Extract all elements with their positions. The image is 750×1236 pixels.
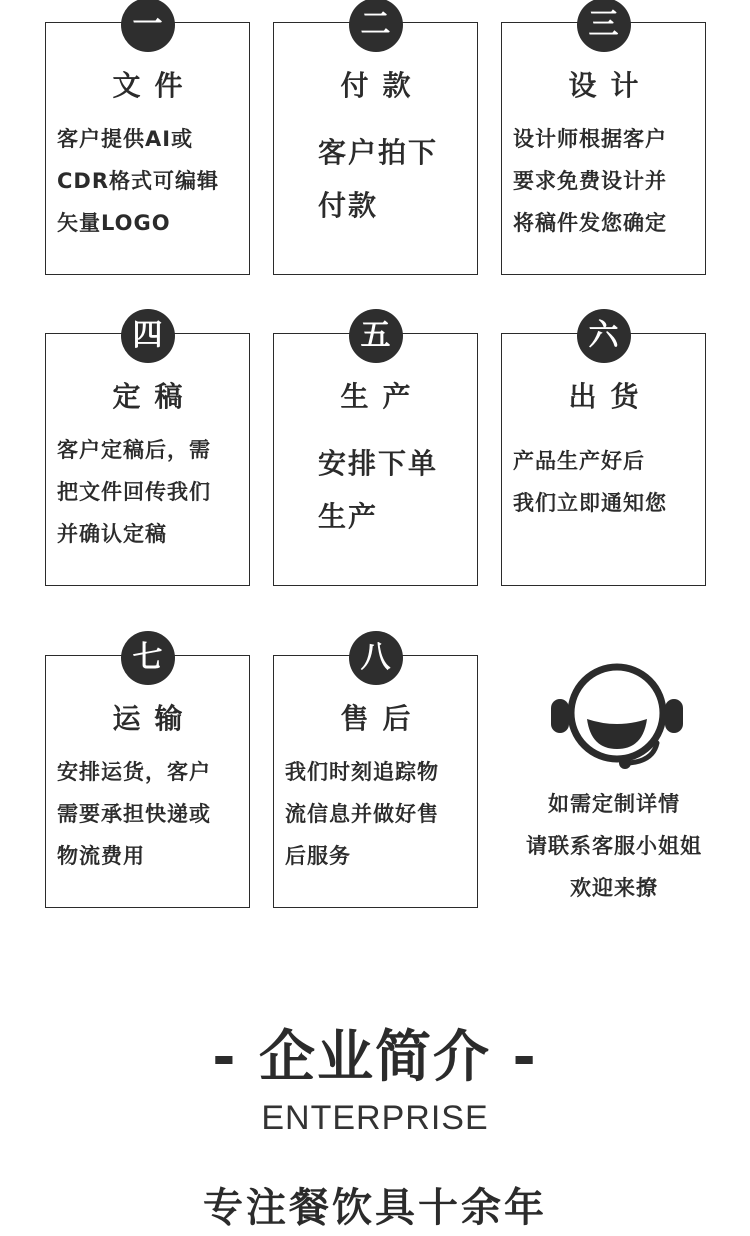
section-title: - 企业简介 -	[212, 1025, 538, 1090]
step-title: 付款	[340, 69, 425, 102]
step-card-payment	[273, 7, 478, 275]
step-description: 安排运货，客户 需要承担快递或 物流费用	[57, 760, 211, 868]
step-number-badge: 三	[577, 0, 631, 52]
step-card-file	[45, 7, 250, 275]
step-description: 产品生产好后 我们立即通知您	[513, 449, 667, 515]
customer-service-headset-icon	[549, 657, 685, 773]
step-card-finalize	[45, 318, 250, 586]
section-subtitle: ENTERPRISE	[261, 1099, 489, 1137]
step-title: 运输	[112, 702, 197, 735]
step-description: 客户定稿后，需 把文件回传我们 并确认定稿	[57, 438, 211, 546]
step-title: 出货	[568, 380, 653, 413]
step-card-after-sales	[273, 640, 478, 908]
step-description: 客户拍下 付款	[318, 136, 439, 222]
step-card-transport	[45, 640, 250, 908]
step-number-badge: 五	[349, 309, 403, 363]
step-title: 文件	[112, 69, 197, 102]
step-title: 设计	[568, 69, 653, 102]
step-number-badge: 八	[349, 631, 403, 685]
step-card-shipment	[501, 318, 706, 586]
customer-service-block	[503, 655, 725, 915]
customer-service-text: 如需定制详情 请联系客服小姐姐 欢迎来撩	[526, 792, 702, 900]
step-description: 设计师根据客户 要求免费设计并 将稿件发您确定	[513, 127, 667, 235]
step-number-badge: 四	[121, 309, 175, 363]
step-number-badge: 一	[121, 0, 175, 52]
step-title: 定稿	[112, 380, 197, 413]
step-number-badge: 七	[121, 631, 175, 685]
step-title: 生产	[340, 380, 425, 413]
step-description: 安排下单 生产	[318, 447, 439, 533]
step-card-design	[501, 7, 706, 275]
step-description: 客户提供AI或 CDR格式可编辑 矢量LOGO	[57, 127, 220, 235]
step-number-badge: 六	[577, 309, 631, 363]
step-number-badge: 二	[349, 0, 403, 52]
step-card-production	[273, 318, 478, 586]
section-tagline: 专注餐饮具十余年	[203, 1185, 547, 1231]
step-description: 我们时刻追踪物 流信息并做好售 后服务	[285, 760, 439, 868]
step-title: 售后	[340, 702, 425, 735]
